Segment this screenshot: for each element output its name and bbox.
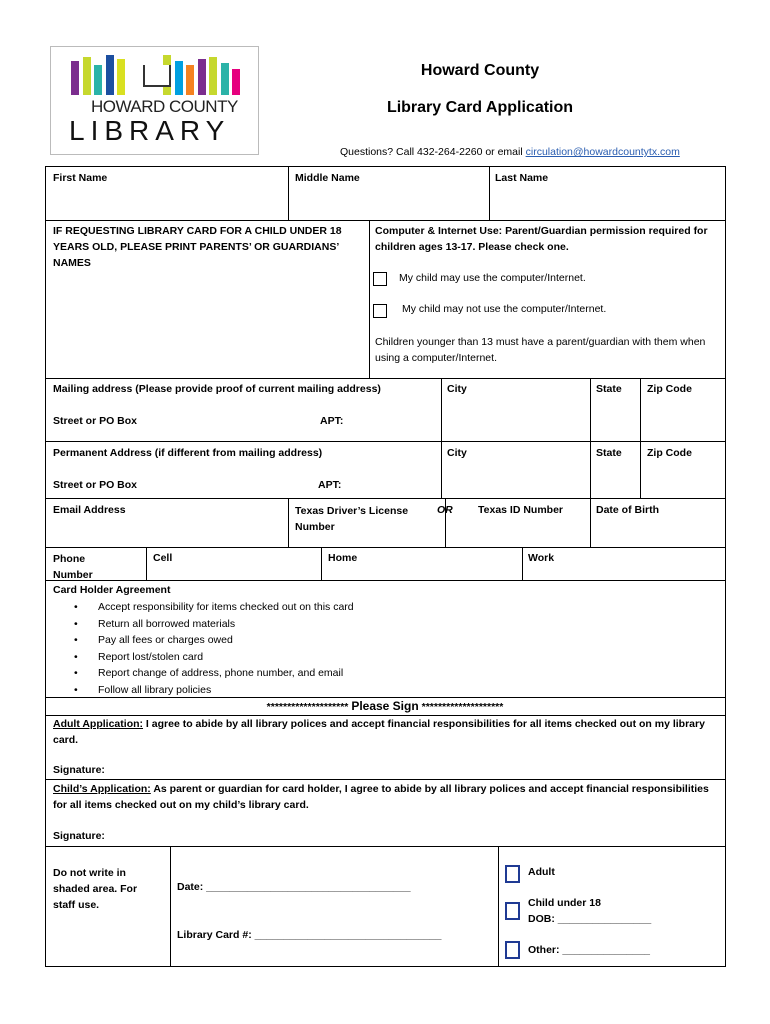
may-not-use-label: My child may not use the computer/Internet.	[402, 303, 607, 315]
permanent-street-label: Street or PO Box	[53, 479, 138, 491]
mailing-city-label: City	[447, 383, 467, 395]
adult-type-checkbox[interactable]	[505, 865, 520, 883]
other-type-field: Other: _______________	[528, 944, 651, 956]
bullet-icon: •	[74, 617, 78, 630]
permanent-address-label: Permanent Address (if different from mailing address)	[53, 447, 323, 459]
questions-text: Questions? Call 432-264-2260 or email	[340, 146, 526, 158]
mailing-apt-label: APT:	[320, 415, 344, 427]
agreement-item: Report lost/stolen card	[98, 650, 204, 663]
drivers-license-label: Texas Driver’s License Number	[295, 505, 409, 533]
parent-guardian-names-field[interactable]	[46, 272, 368, 376]
child-application-label: Child’s Application:	[53, 783, 151, 795]
mailing-state-label: State	[596, 383, 622, 395]
mailing-street-label: Street or PO Box	[53, 415, 138, 427]
child-type-label: Child under 18	[528, 897, 601, 909]
child-application-body: As parent or guardian for card holder, I agree to abide by all library polices and accept financial responsibilities for all items checked out on my child’s library card.	[53, 783, 709, 811]
mailing-zip-label: Zip Code	[647, 383, 692, 395]
adult-signature-field[interactable]	[115, 760, 715, 778]
contact-email-link[interactable]: circulation@howardcountytx.com	[525, 146, 680, 158]
adult-application-text	[53, 716, 713, 748]
first-name-label: First Name	[53, 172, 108, 184]
first-name-field[interactable]	[46, 186, 287, 219]
staff-library-card-field: Library Card #: ________________________________	[177, 929, 442, 941]
date-of-birth-label: Date of Birth	[596, 504, 659, 516]
child-request-note: IF REQUESTING LIBRARY CARD FOR A CHILD UNDER 18 YEARS OLD, PLEASE PRINT PARENTS’ OR GUARDIANS’ NAMES	[53, 225, 342, 269]
permanent-apt-label: APT:	[318, 479, 342, 491]
cell-label: Cell	[153, 552, 173, 564]
staff-date-field: Date: ___________________________________	[177, 881, 411, 893]
logo-text-library: LIBRARY	[69, 115, 231, 146]
agreement-title: Card Holder Agreement	[53, 584, 171, 596]
agreement-item: Accept responsibility for items checked out on this card	[98, 601, 354, 613]
last-name-field[interactable]	[490, 186, 724, 219]
child-signature-label: Signature:	[53, 830, 105, 842]
child-type-checkbox[interactable]	[505, 902, 520, 920]
staff-use-note: Do not write in shaded area. For staff use.	[53, 867, 138, 911]
middle-name-label: Middle Name	[295, 172, 360, 184]
bullet-icon: •	[74, 667, 78, 679]
other-type-checkbox[interactable]	[505, 941, 520, 959]
bullet-icon: •	[74, 634, 78, 646]
bullet-icon: •	[74, 601, 78, 613]
email-address-label: Email Address	[53, 504, 126, 516]
bullet-icon: •	[74, 650, 78, 663]
under-13-note: Children younger than 13 must have a parent/guardian with them when using a computer/Internet.	[375, 336, 706, 364]
questions-line	[340, 145, 680, 160]
may-not-use-checkbox[interactable]	[373, 304, 387, 318]
texas-id-label: Texas ID Number	[478, 504, 563, 516]
computer-use-title: Computer & Internet Use: Parent/Guardian permission required for children ages 13-17. Please check one.	[375, 225, 708, 253]
stars-left: ********************	[266, 701, 349, 713]
child-dob-field: DOB: ________________	[528, 913, 652, 925]
permanent-city-label: City	[447, 447, 467, 459]
please-sign-text: Please Sign	[351, 699, 419, 713]
child-signature-field[interactable]	[115, 826, 715, 844]
permanent-zip-label: Zip Code	[647, 447, 692, 459]
agreement-item: Return all borrowed materials	[98, 617, 236, 630]
stars-right: ********************	[421, 701, 504, 713]
or-label: OR	[437, 504, 453, 516]
adult-application-label: Adult Application:	[53, 718, 144, 730]
agreement-item: Report change of address, phone number, and email	[98, 667, 344, 679]
please-sign-banner	[0, 699, 770, 715]
adult-application-body: I agree to abide by all library polices and accept financial responsibilities for all items checked out on my library card.	[53, 718, 705, 746]
mailing-address-label: Mailing address (Please provide proof of current mailing address)	[53, 383, 381, 395]
page-title-line1: Howard County	[420, 62, 540, 79]
middle-name-field[interactable]	[289, 186, 488, 219]
page-title-line2: Library Card Application	[386, 99, 574, 116]
agreement-item: Follow all library policies	[98, 683, 212, 696]
permanent-state-label: State	[596, 447, 622, 459]
phone-number-label: Phone Number	[53, 553, 93, 581]
child-application-text	[53, 781, 713, 813]
may-use-checkbox[interactable]	[373, 272, 387, 286]
bullet-icon: •	[74, 683, 78, 696]
adult-type-label: Adult	[528, 866, 555, 878]
agreement-item: Pay all fees or charges owed	[98, 634, 233, 646]
last-name-label: Last Name	[495, 172, 549, 184]
work-label: Work	[528, 552, 555, 564]
logo-text-county: HOWARD COUNTY	[91, 97, 238, 116]
may-use-label: My child may use the computer/Internet.	[399, 272, 586, 284]
adult-signature-label: Signature:	[53, 764, 105, 776]
home-label: Home	[328, 552, 358, 564]
